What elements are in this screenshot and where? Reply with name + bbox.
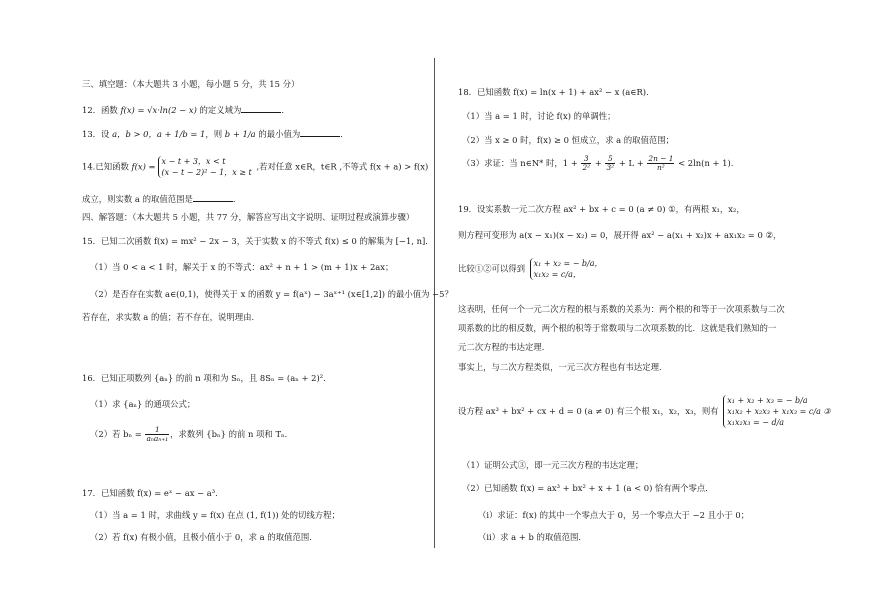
question-16-part1: （1）求 {aₙ} 的通项公式； <box>90 399 196 409</box>
question-18: 18．已知函数 f(x) = ln(x + 1) + ax² − x (a∈R)． <box>458 87 655 97</box>
question-15: 15．已知二次函数 f(x) = mx² − 2x − 3，关于实数 x 的不等式 f(x) ≤ 0 的解集为 [−1, n]． <box>82 236 434 246</box>
paragraph-line-3: 元二次方程的韦达定理． <box>458 342 551 352</box>
paragraph-line-4: 事实上，与二次方程类似，一元三次方程也有韦达定理． <box>458 362 668 372</box>
question-19-part2: （2）已知函数 f(x) = ax³ + bx² + x + 1 (a < 0) 恰有两个零点． <box>462 483 714 493</box>
question-17-part1: （1）当 a = 1 时，求曲线 y = f(x) 在点 (1, f(1)) 处的切线方程； <box>90 510 340 520</box>
question-15-part2: （2）是否存在实数 a∈(0,1)，使得关于 x 的函数 y = f(aˣ) − 3aˣ⁺¹ (x∈[1,2]) 的最小值为 −5？ <box>90 289 453 299</box>
piecewise-brace: x − t + 3，x < t (x − t − 2)² − 1，x ≥ t <box>158 156 252 178</box>
question-14-cont: 成立，则实数 a 的取值范围是 ． <box>82 194 242 204</box>
section4-header: 四、解答题：（本大题共 5 小题，共 77 分，解答应写出文字说明、证明过程或演算步骤） <box>82 212 415 222</box>
fraction: $\frac{3}{\text{2²}}$ <box>582 154 591 172</box>
question-16: 16．已知正项数列 {aₙ} 的前 n 项和为 Sₙ，且 8Sₙ = (aₙ + 2)²． <box>82 373 332 383</box>
question-19: 19．设实系数一元二次方程 ax² + bx + c = 0 (a ≠ 0) ①，有两根 x₁，x₂， <box>458 204 745 214</box>
answer-blank <box>300 128 340 137</box>
question-19-part1: （1）证明公式③，即一元三次方程的韦达定理； <box>462 460 644 470</box>
fraction: $\frac{1}{\text{aₙaₙ₊₁}}$ <box>146 425 169 443</box>
question-18-part1: （1）当 a = 1 时，讨论 f(x) 的单调性； <box>462 111 616 121</box>
question-13: 13．设 a，b > 0，a + 1/b = 1，则 b + 1/a 的最小值为 ． <box>82 129 349 139</box>
vieta-cubic-brace: x₁ + x₂ + x₃ = − b/a x₁x₂ + x₂x₃ + x₁x₃ = c/a ③ x₁x₂x₃ = − d/a <box>723 395 830 428</box>
question-19-sub-ii: （ii）求 a + b 的取值范围． <box>478 532 587 542</box>
column-divider <box>434 58 435 548</box>
question-16-part2: （2）若 bₙ = $\frac{1}{\text{aₙaₙ₊₁}}$ ，求数列 {bₙ} 的前 n 项和 Tₙ． <box>90 425 294 443</box>
question-19-line2: 则方程可变形为 a(x − x₁)(x − x₂) = 0，展开得 ax² − a(x₁ + x₂)x + ax₁x₂ = 0 ②， <box>458 230 782 240</box>
question-18-part2: （2）当 x ≥ 0 时，f(x) ≥ 0 恒成立，求 a 的取值范围； <box>462 135 675 145</box>
paragraph-line-1: 这表明，任何一个一元二次方程的根与系数的关系为：两个根的和等于一次项系数与二次 <box>458 304 785 314</box>
section3-header: 三、填空题：（本大题共 3 小题，每小题 5 分，共 15 分） <box>82 79 300 89</box>
question-19-compare: 比较①②可以得到 x₁ + x₂ = − b/a， x₁x₂ = c/a， <box>458 259 603 279</box>
answer-blank <box>241 104 281 113</box>
question-18-part3: （3）求证：当 n∈N* 时，1 + $\frac{3}{\text{2²}}$ + $\frac{5}{\text{3²}}$ + L + $\frac{2n - 1}{\text{n²}}$ < 2ln(n + 1)． <box>462 154 740 172</box>
question-14: 14.已知函数 f(x) = x − t + 3，x < t (x − t − 2)² − 1，x ≥ t ,若对任意 x∈R，t∈R ,不等式 f(x + a) > f(x) <box>82 157 429 177</box>
vieta-quadratic-brace: x₁ + x₂ = − b/a， x₁x₂ = c/a， <box>530 258 603 280</box>
question-12: 12．函数 f(x) = √x·ln(2 − x) 的定义域为 ． <box>82 105 290 115</box>
question-17: 17．已知函数 f(x) = eˣ − ax − a³． <box>82 488 224 498</box>
question-19-cubic: 设方程 ax³ + bx² + cx + d = 0 (a ≠ 0) 有三个根 x₁，x₂，x₃，则有 x₁ + x₂ + x₃ = − b/a x₁x₂ + x₂x₃ + x₁x₃ = c/a ③ x₁x₂x₃ = − d/a <box>458 396 831 427</box>
question-15-part2-cont: 若存在，求实数 a 的值；若不存在，说明理由． <box>82 312 260 322</box>
answer-blank <box>193 193 233 202</box>
question-15-part1: （1）当 0 < a < 1 时，解关于 x 的不等式：ax² + n + 1 > (m + 1)x + 2ax； <box>90 262 394 272</box>
fraction: $\frac{2n - 1}{\text{n²}}$ <box>648 154 674 172</box>
question-19-sub-i: （i）求证：f(x) 的其中一个零点大于 0，另一个零点大于 −2 且小于 0； <box>478 510 750 520</box>
paragraph-line-2: 项系数的比的相反数，两个根的积等于常数项与二次项系数的比．这就是我们熟知的一 <box>458 323 777 333</box>
question-17-part2: （2）若 f(x) 有极小值，且极小值小于 0，求 a 的取值范围． <box>90 532 318 542</box>
fraction: $\frac{5}{\text{3²}}$ <box>606 154 615 172</box>
